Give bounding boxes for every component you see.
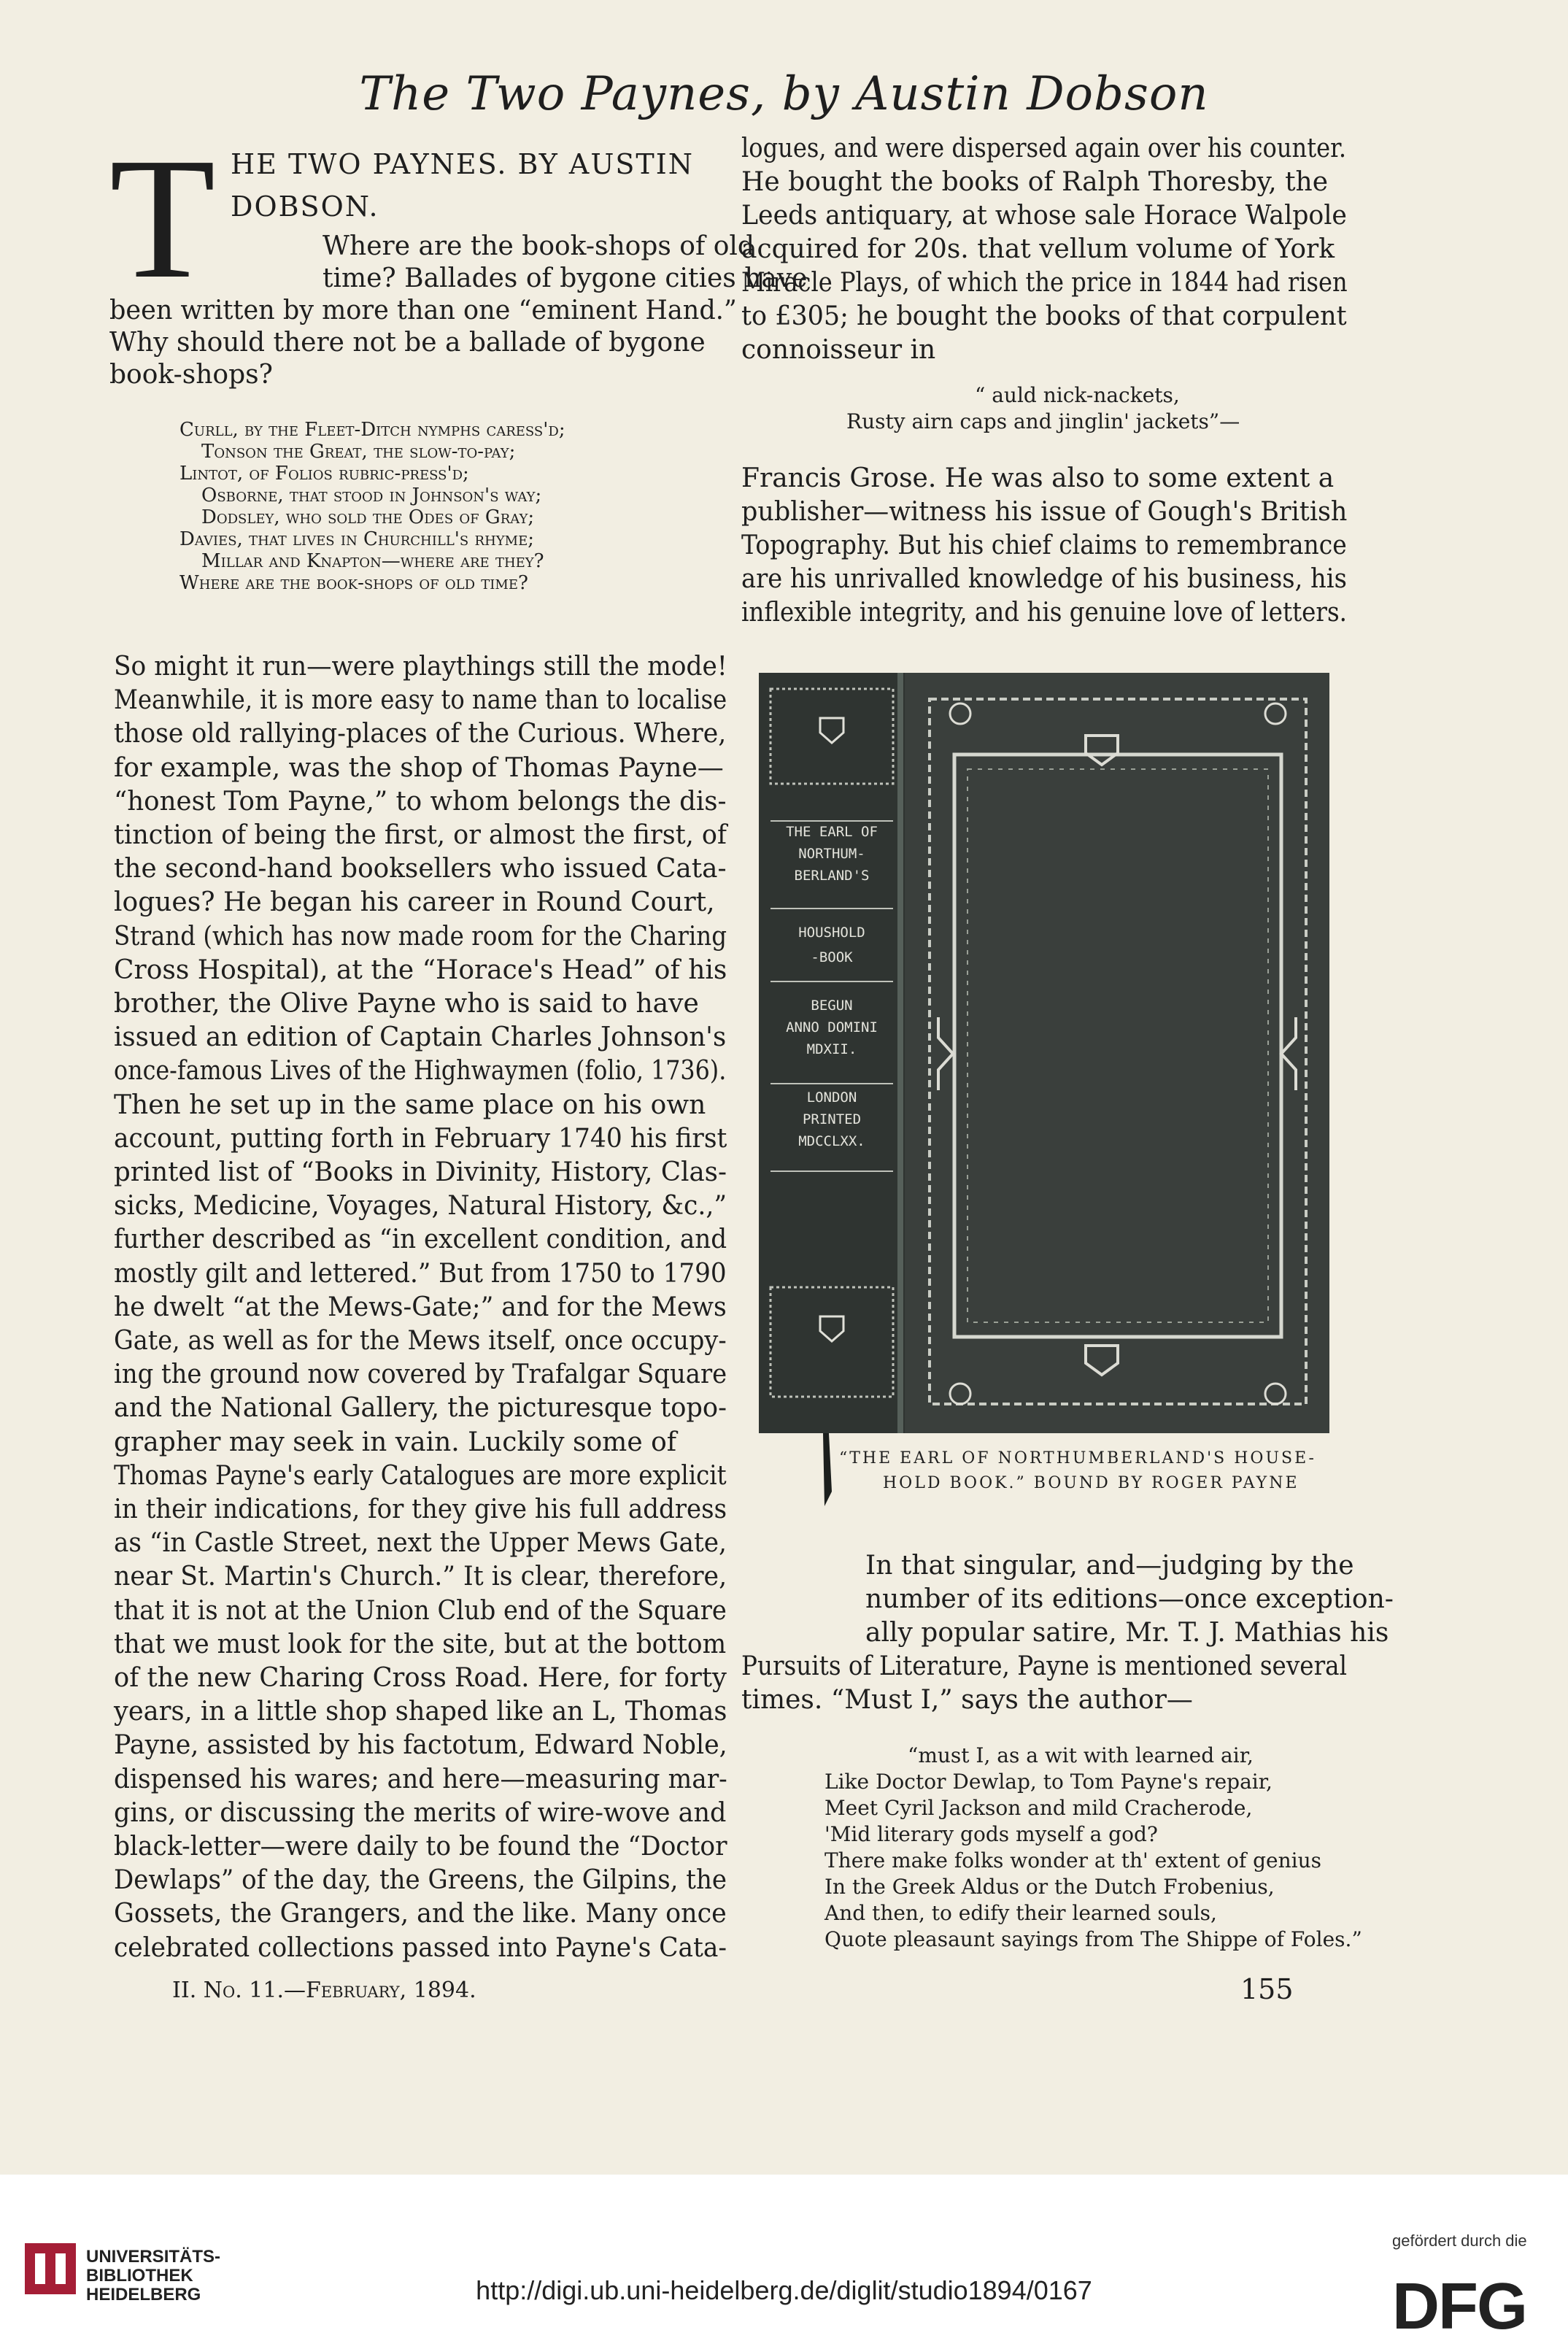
spine-label: BEGUN: [811, 998, 853, 1014]
text-line: in their indications, for they give his full address: [114, 1494, 727, 1524]
heading-line-2: DOBSON.: [231, 190, 379, 223]
text-line: Then he set up in the same place on his own: [114, 1089, 706, 1120]
text-line: years, in a little shop shaped like an L, Thomas: [114, 1697, 727, 1727]
text-line: printed list of “Books in Divinity, History, Clas-: [114, 1157, 727, 1187]
poem-line: Tonson the Great, the slow-to-pay;: [201, 441, 516, 463]
quote-line: “must I, as a wit with learned air,: [908, 1743, 1254, 1767]
text-line: time? Ballades of bygone cities have: [323, 263, 808, 293]
text-line: book-shops?: [109, 360, 273, 390]
text-line: Pursuits of Literature, Payne is mentioned several: [741, 1651, 1348, 1681]
poem-line: Curll, by the Fleet-Ditch nymphs caress'd;: [179, 419, 565, 441]
text-line: celebrated collections passed into Payne's Cata-: [114, 1932, 727, 1963]
text-line: been written by more than one “eminent Hand.”: [109, 296, 737, 325]
text-line: Topography. But his chief claims to remembrance: [741, 531, 1347, 560]
quote-line: Rusty airn caps and jinglin' jackets”—: [846, 409, 1240, 433]
text-line: mostly gilt and lettered.” But from 1750 to 1790: [114, 1258, 727, 1289]
text-line: “honest Tom Payne,” to whom belongs the dis-: [114, 786, 727, 817]
library-line-2: BIBLIOTHEK: [86, 2266, 193, 2286]
text-line: once-famous Lives of the Highwaymen (folio, 1736).: [114, 1056, 727, 1087]
text-line: Cross Hospital), at the “Horace's Head” of his: [114, 954, 727, 985]
spine-label: ANNO DOMINI: [786, 1019, 878, 1035]
spine-label: MDCCLXX.: [798, 1133, 865, 1149]
text-line: He bought the books of Ralph Thoresby, the: [741, 167, 1329, 197]
text-line: In that singular, and—judging by the: [865, 1551, 1354, 1581]
spine-label: BERLAND'S: [794, 868, 870, 884]
poem-line: Osborne, that stood in Johnson's way;: [201, 485, 542, 506]
text-line: Gate, as well as for the Mews itself, once occupy-: [114, 1326, 727, 1356]
text-line: as “in Castle Street, next the Upper Mews Gate,: [114, 1528, 727, 1559]
text-line: So might it run—were playthings still the mode!: [114, 652, 727, 682]
text-line: of the new Charing Cross Road. Here, for forty: [114, 1663, 727, 1693]
text-line: Meanwhile, it is more easy to name than to localise: [114, 685, 727, 716]
signature-line: II. No. 11.—February, 1894.: [172, 1978, 476, 2003]
text-line: tinction of being the first, or almost the first, of: [114, 820, 727, 850]
text-line: Dewlaps” of the day, the Greens, the Gilpins, the: [114, 1865, 727, 1896]
caption-line: “THE EARL OF NORTHUMBERLAND'S HOUSE-: [839, 1449, 1316, 1467]
running-head: The Two Paynes, by Austin Dobson: [359, 67, 1209, 121]
text-line: black-letter—were daily to be found the “Doctor: [114, 1832, 727, 1862]
spine-label: PRINTED: [802, 1111, 862, 1127]
poem-line: Davies, that lives in Churchill's rhyme;: [179, 528, 534, 550]
source-url-link[interactable]: http://digi.ub.uni-heidelberg.de/diglit/studio1894/0167: [476, 2275, 1092, 2305]
text-line: acquired for 20s. that vellum volume of York: [741, 234, 1335, 264]
drop-cap: T: [109, 123, 216, 315]
text-line: times. “Must I,” says the author—: [741, 1685, 1193, 1715]
quote-line: Meet Cyril Jackson and mild Cracherode,: [824, 1796, 1253, 1820]
text-line: Thomas Payne's early Catalogues are more explicit: [114, 1460, 727, 1491]
text-line: that it is not at the Union Club end of the Square: [114, 1595, 727, 1626]
poem-line: Millar and Knapton—where are they?: [201, 550, 544, 572]
text-line: inflexible integrity, and his genuine love of letters.: [741, 598, 1347, 628]
book-illustration: [741, 667, 1343, 1433]
page-number: 155: [1240, 1973, 1294, 2005]
spine-label: LONDON: [806, 1089, 857, 1106]
funding-note: gefördert durch die: [1392, 2232, 1527, 2250]
caption-line: HOLD BOOK.” BOUND BY ROGER PAYNE: [883, 1474, 1299, 1492]
quote-line: “ auld nick-nackets,: [975, 383, 1180, 407]
text-line: Payne, assisted by his factotum, Edward Noble,: [114, 1730, 727, 1761]
quote-line: Quote pleasaunt sayings from The Shippe of Foles.”: [824, 1927, 1362, 1951]
text-line: Why should there not be a ballade of bygone: [109, 328, 706, 358]
text-line: gins, or discussing the merits of wire-wove and: [114, 1797, 727, 1828]
text-line: ally popular satire, Mr. T. J. Mathias his: [865, 1618, 1389, 1648]
spine-label: NORTHUM-: [798, 846, 865, 862]
text-line: further described as “in excellent condition, and: [114, 1224, 727, 1255]
poem-line: Lintot, of Folios rubric-press'd;: [179, 463, 469, 485]
text-line: those old rallying-places of the Curious. Where,: [114, 719, 727, 749]
text-line: for example, was the shop of Thomas Payne—: [114, 752, 724, 783]
text-line: Miracle Plays, of which the price in 1844 had risen: [741, 268, 1348, 298]
spine-label: -BOOK: [811, 949, 853, 965]
text-line: to £305; he bought the books of that corpulent: [741, 301, 1347, 331]
quote-line: There make folks wonder at th' extent of genius: [824, 1848, 1321, 1872]
quote-line: In the Greek Aldus or the Dutch Frobenius,: [824, 1875, 1275, 1899]
quote-line: 'Mid literary gods myself a god?: [824, 1822, 1158, 1846]
text-line: account, putting forth in February 1740 his first: [114, 1123, 727, 1154]
text-line: Gossets, the Grangers, and the like. Many once: [114, 1899, 727, 1929]
text-line: that we must look for the site, but at the bottom: [114, 1629, 727, 1659]
dfg-logo: DFG: [1392, 2270, 1526, 2343]
text-line: issued an edition of Captain Charles Johnson's: [114, 1022, 727, 1053]
text-line: Strand (which has now made room for the Charing: [114, 921, 727, 952]
text-line: connoisseur in: [741, 335, 936, 365]
text-line: he dwelt “at the Mews-Gate;” and for the Mews: [114, 1292, 727, 1322]
text-line: number of its editions—once exception-: [865, 1584, 1394, 1614]
text-line: Leeds antiquary, at whose sale Horace Walpole: [741, 201, 1347, 231]
text-line: ing the ground now covered by Trafalgar Square: [114, 1359, 727, 1390]
text-line: logues? He began his career in Round Court,: [114, 887, 715, 918]
text-line: publisher—witness his issue of Gough's British: [741, 497, 1348, 527]
quote-line: And then, to edify their learned souls,: [824, 1901, 1217, 1925]
text-line: brother, the Olive Payne who is said to have: [114, 989, 699, 1019]
spine-label: THE EARL OF: [786, 824, 878, 840]
spine-label: HOUSHOLD: [798, 925, 865, 941]
text-line: Francis Grose. He was also to some extent a: [741, 463, 1335, 493]
spine-label: MDXII.: [806, 1041, 857, 1057]
text-line: grapher may seek in vain. Luckily some of: [114, 1427, 677, 1457]
quote-line: Like Doctor Dewlap, to Tom Payne's repair,: [824, 1770, 1272, 1794]
text-line: sicks, Medicine, Voyages, Natural History, &c.,”: [114, 1191, 727, 1222]
text-line: are his unrivalled knowledge of his business, his: [741, 564, 1347, 594]
text-line: logues, and were dispersed again over his counter.: [741, 134, 1347, 163]
bound-book-image: [741, 667, 1343, 1506]
text-line: near St. Martin's Church.” It is clear, therefore,: [114, 1562, 727, 1592]
article-heading: [231, 143, 741, 228]
library-line-1: UNIVERSITÄTS-: [86, 2247, 221, 2267]
digitization-footer: [0, 2176, 1568, 2349]
text-line: Where are the book-shops of old: [323, 231, 754, 261]
text-line: dispensed his wares; and here—measuring mar-: [114, 1764, 727, 1794]
text-line: the second-hand booksellers who issued Cata-: [114, 854, 727, 884]
poem-line: Dodsley, who sold the Odes of Gray;: [201, 506, 535, 528]
library-line-3: HEIDELBERG: [86, 2285, 201, 2304]
text-line: and the National Gallery, the picturesque topo-: [114, 1393, 727, 1424]
heading-line-1: HE TWO PAYNES. BY AUSTIN: [231, 148, 695, 180]
poem-line: Where are the book-shops of old time?: [179, 572, 528, 594]
